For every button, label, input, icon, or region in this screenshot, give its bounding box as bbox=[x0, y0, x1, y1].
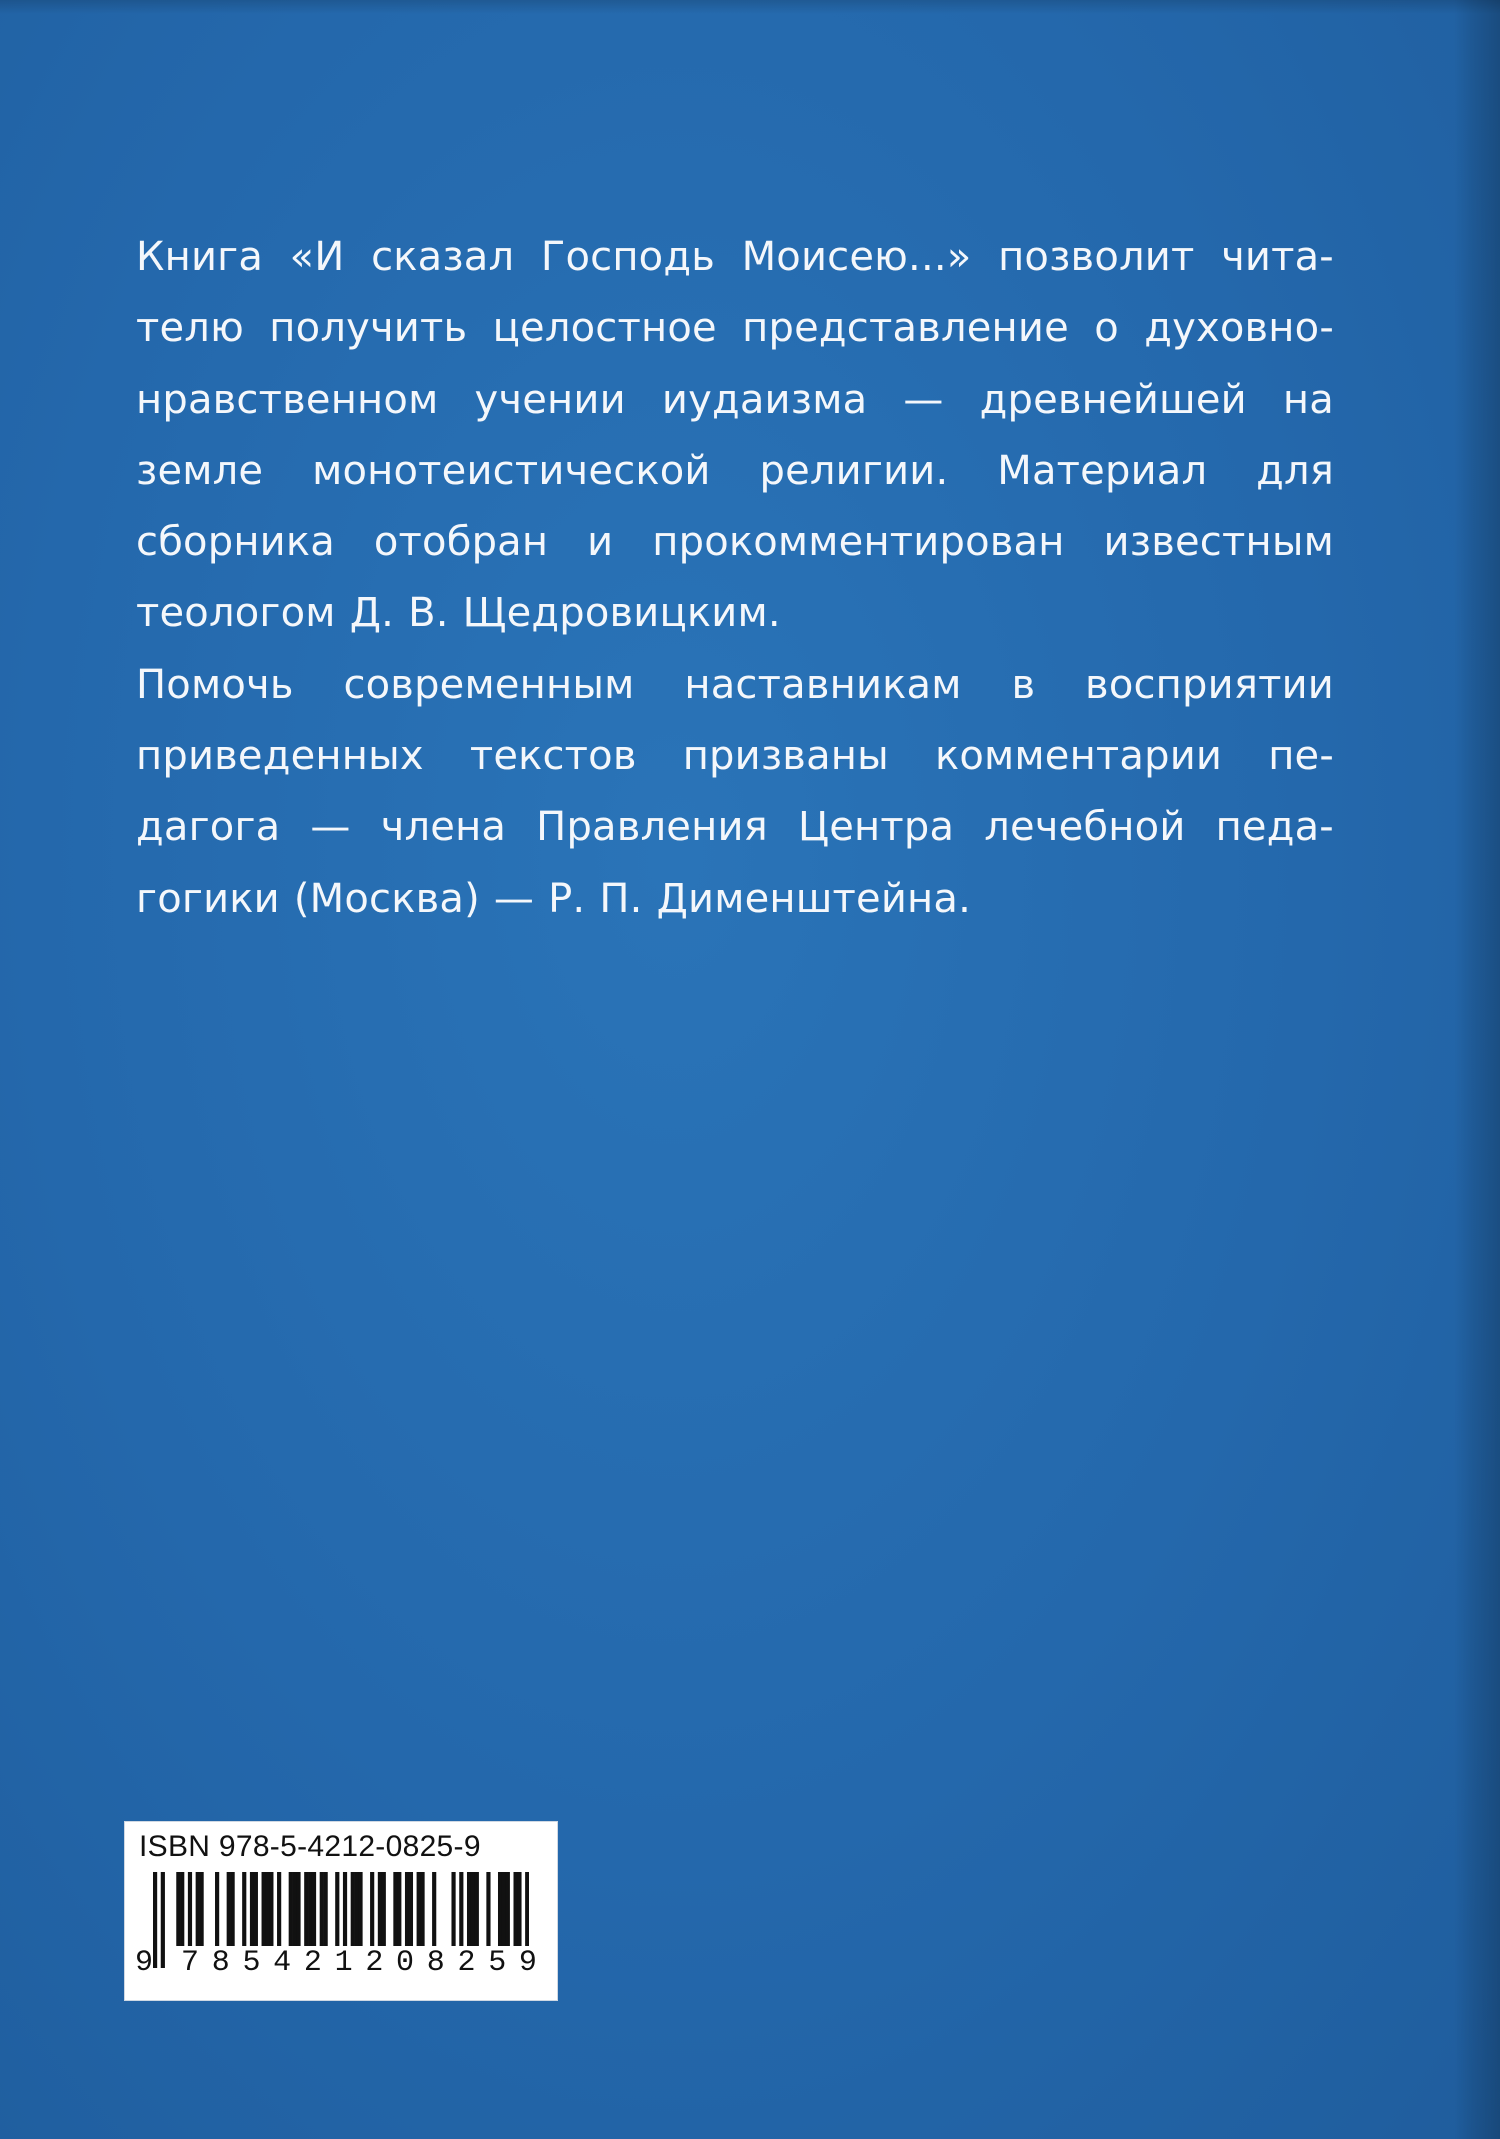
barcode-digit: 8 bbox=[426, 1946, 445, 1980]
blurb-word: прокомментирован bbox=[652, 519, 1065, 566]
blurb-word: Щедровицким. bbox=[462, 590, 781, 637]
barcode-digit: 0 bbox=[396, 1946, 415, 1980]
blurb-word: Дименштейна. bbox=[656, 875, 972, 922]
blurb-word: целостное bbox=[492, 305, 717, 352]
blurb-word: для bbox=[1256, 447, 1334, 494]
barcode-digit: 2 bbox=[365, 1946, 384, 1980]
barcode-digit: 2 bbox=[457, 1946, 476, 1980]
barcode-digit: 1 bbox=[334, 1946, 353, 1980]
blurb-word: П. bbox=[599, 875, 643, 922]
blurb-word: о bbox=[1094, 305, 1119, 352]
blurb-word: — bbox=[310, 804, 351, 851]
barcode-digit: 9 bbox=[518, 1946, 537, 1980]
blurb-line bbox=[136, 650, 1334, 721]
blurb-word: нравственном bbox=[136, 376, 439, 423]
blurb-word: пе- bbox=[1268, 733, 1334, 780]
top-shadow bbox=[0, 0, 1500, 14]
blurb-word: — bbox=[493, 875, 535, 922]
blurb-word: религии. bbox=[759, 447, 949, 494]
blurb-word: призваны bbox=[682, 733, 889, 780]
spine-shadow bbox=[1454, 0, 1500, 2139]
blurb-word: приведенных bbox=[136, 733, 424, 780]
blurb-word: Помочь bbox=[136, 661, 294, 708]
blurb-word: — bbox=[903, 376, 944, 423]
blurb-line bbox=[136, 436, 1334, 507]
barcode-digit-rest bbox=[175, 1946, 543, 1980]
blurb-line bbox=[136, 792, 1334, 863]
isbn-barcode bbox=[124, 1821, 558, 2001]
blurb-line bbox=[136, 578, 1334, 649]
isbn-label: ISBN 978-5-4212-0825-9 bbox=[139, 1830, 481, 1863]
barcode-digit: 2 bbox=[303, 1946, 322, 1980]
blurb-word: отобран bbox=[373, 519, 549, 566]
blurb-word: получить bbox=[269, 305, 468, 352]
barcode-digit: 5 bbox=[488, 1946, 507, 1980]
blurb-word: восприятии bbox=[1085, 661, 1334, 708]
blurb-line bbox=[136, 365, 1334, 436]
blurb-word: чита- bbox=[1221, 234, 1334, 280]
blurb-line bbox=[136, 507, 1334, 578]
blurb-word: теологом bbox=[136, 590, 336, 637]
blurb-word: Правления bbox=[536, 804, 768, 851]
barcode-digit-first: 9 bbox=[135, 1946, 154, 1980]
barcode-digit: 4 bbox=[273, 1946, 292, 1980]
blurb-word: наставникам bbox=[684, 661, 962, 708]
blurb-word: Д. bbox=[349, 590, 395, 637]
blurb-word: Моисею...» bbox=[741, 234, 972, 280]
blurb-word: учении bbox=[474, 376, 626, 423]
blurb-word: Господь bbox=[540, 234, 715, 280]
barcode-digit: 8 bbox=[211, 1946, 230, 1980]
blurb-word: известным bbox=[1103, 519, 1334, 566]
blurb-line bbox=[136, 293, 1334, 364]
blurb-word: Книга bbox=[136, 234, 264, 280]
blurb-word: древнейшей bbox=[979, 376, 1247, 423]
blurb-word: духовно- bbox=[1144, 305, 1334, 352]
blurb-word: (Москва) bbox=[293, 875, 480, 922]
blurb-word: представление bbox=[742, 305, 1069, 352]
blurb-line bbox=[136, 721, 1334, 792]
blurb-word: члена bbox=[380, 804, 507, 851]
blurb-word: гогики bbox=[136, 875, 280, 922]
blurb-word: педа- bbox=[1215, 804, 1334, 851]
blurb-word: сказал bbox=[371, 234, 515, 280]
blurb-text bbox=[136, 222, 1334, 935]
blurb-word: текстов bbox=[469, 733, 637, 780]
blurb-word: земле bbox=[136, 447, 264, 494]
blurb-word: Центра bbox=[797, 804, 955, 851]
blurb-line bbox=[136, 864, 1334, 935]
blurb-word: «И bbox=[289, 234, 345, 280]
blurb-word: Материал bbox=[997, 447, 1208, 494]
blurb-word: монотеистической bbox=[312, 447, 711, 494]
barcode-digit: 7 bbox=[181, 1946, 200, 1980]
blurb-word: и bbox=[587, 519, 614, 566]
blurb-word: лечебной bbox=[984, 804, 1186, 851]
blurb-word: В. bbox=[408, 590, 449, 637]
blurb-word: в bbox=[1011, 661, 1036, 708]
blurb-word: позволит bbox=[998, 234, 1195, 280]
blurb-word: дагога bbox=[136, 804, 281, 851]
blurb-word: иудаизма bbox=[661, 376, 868, 423]
barcode-digit: 5 bbox=[242, 1946, 261, 1980]
blurb-word: телю bbox=[136, 305, 244, 352]
blurb-word: на bbox=[1282, 376, 1334, 423]
blurb-word: Р. bbox=[548, 875, 586, 922]
blurb-line bbox=[136, 222, 1334, 293]
blurb-word: комментарии bbox=[934, 733, 1223, 780]
blurb-word: современным bbox=[343, 661, 635, 708]
blurb-word: сборника bbox=[136, 519, 335, 566]
